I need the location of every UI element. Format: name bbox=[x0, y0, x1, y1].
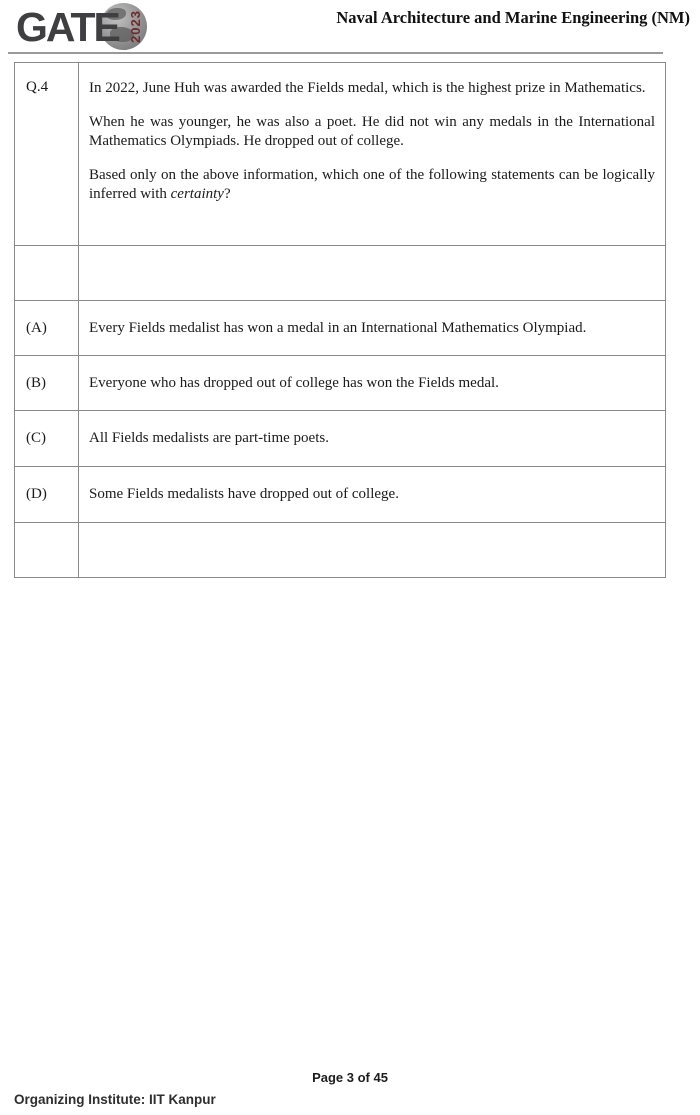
empty-cell bbox=[15, 246, 79, 301]
question-number: Q.4 bbox=[15, 63, 79, 246]
option-row-c bbox=[15, 411, 666, 467]
question-paragraph-2: When he was younger, he was also a poet. He did not win any medals in the International Mathematics Olympiads. He dropped out of college. bbox=[89, 113, 655, 149]
empty-row bbox=[15, 246, 666, 301]
option-b-label: (B) bbox=[15, 356, 79, 411]
option-d-label: (D) bbox=[15, 467, 79, 523]
question-paragraph-3-punctuation: ? bbox=[223, 186, 231, 202]
option-a-text: Every Fields medalist has won a medal in an International Mathematics Olympiad. bbox=[79, 301, 666, 356]
option-c-text: All Fields medalists are part-time poets. bbox=[79, 411, 666, 467]
option-c-label: (C) bbox=[15, 411, 79, 467]
page-number: Page 3 of 45 bbox=[312, 1070, 388, 1085]
question-body bbox=[79, 63, 666, 246]
gate-logo-text: GATE bbox=[16, 4, 119, 50]
question-table bbox=[14, 62, 666, 578]
question-paragraph-1: In 2022, June Huh was awarded the Fields medal, which is the highest prize in Mathematics. bbox=[89, 80, 646, 96]
header-divider bbox=[8, 52, 663, 54]
gate-logo bbox=[16, 2, 166, 54]
question-paragraph-3-italic-word: certainty bbox=[170, 186, 224, 202]
gate-logo-year: 2023 bbox=[128, 10, 143, 43]
option-row-b bbox=[15, 356, 666, 411]
option-row-a bbox=[15, 301, 666, 356]
question-paragraph-3 bbox=[89, 166, 655, 205]
empty-row bbox=[15, 523, 666, 578]
question-paragraph-3-text: Based only on the above information, which one of the following statements can be logically inferred with bbox=[89, 166, 655, 202]
empty-cell bbox=[79, 523, 666, 578]
empty-cell bbox=[79, 246, 666, 301]
option-b-text: Everyone who has dropped out of college has won the Fields medal. bbox=[79, 356, 666, 411]
option-row-d bbox=[15, 467, 666, 523]
option-d-text: Some Fields medalists have dropped out of college. bbox=[79, 467, 666, 523]
paper-title: Naval Architecture and Marine Engineering (NM) bbox=[336, 8, 690, 27]
question-row bbox=[15, 63, 666, 246]
option-a-label: (A) bbox=[15, 301, 79, 356]
empty-cell bbox=[15, 523, 79, 578]
organizing-institute: Organizing Institute: IIT Kanpur bbox=[14, 1092, 216, 1107]
